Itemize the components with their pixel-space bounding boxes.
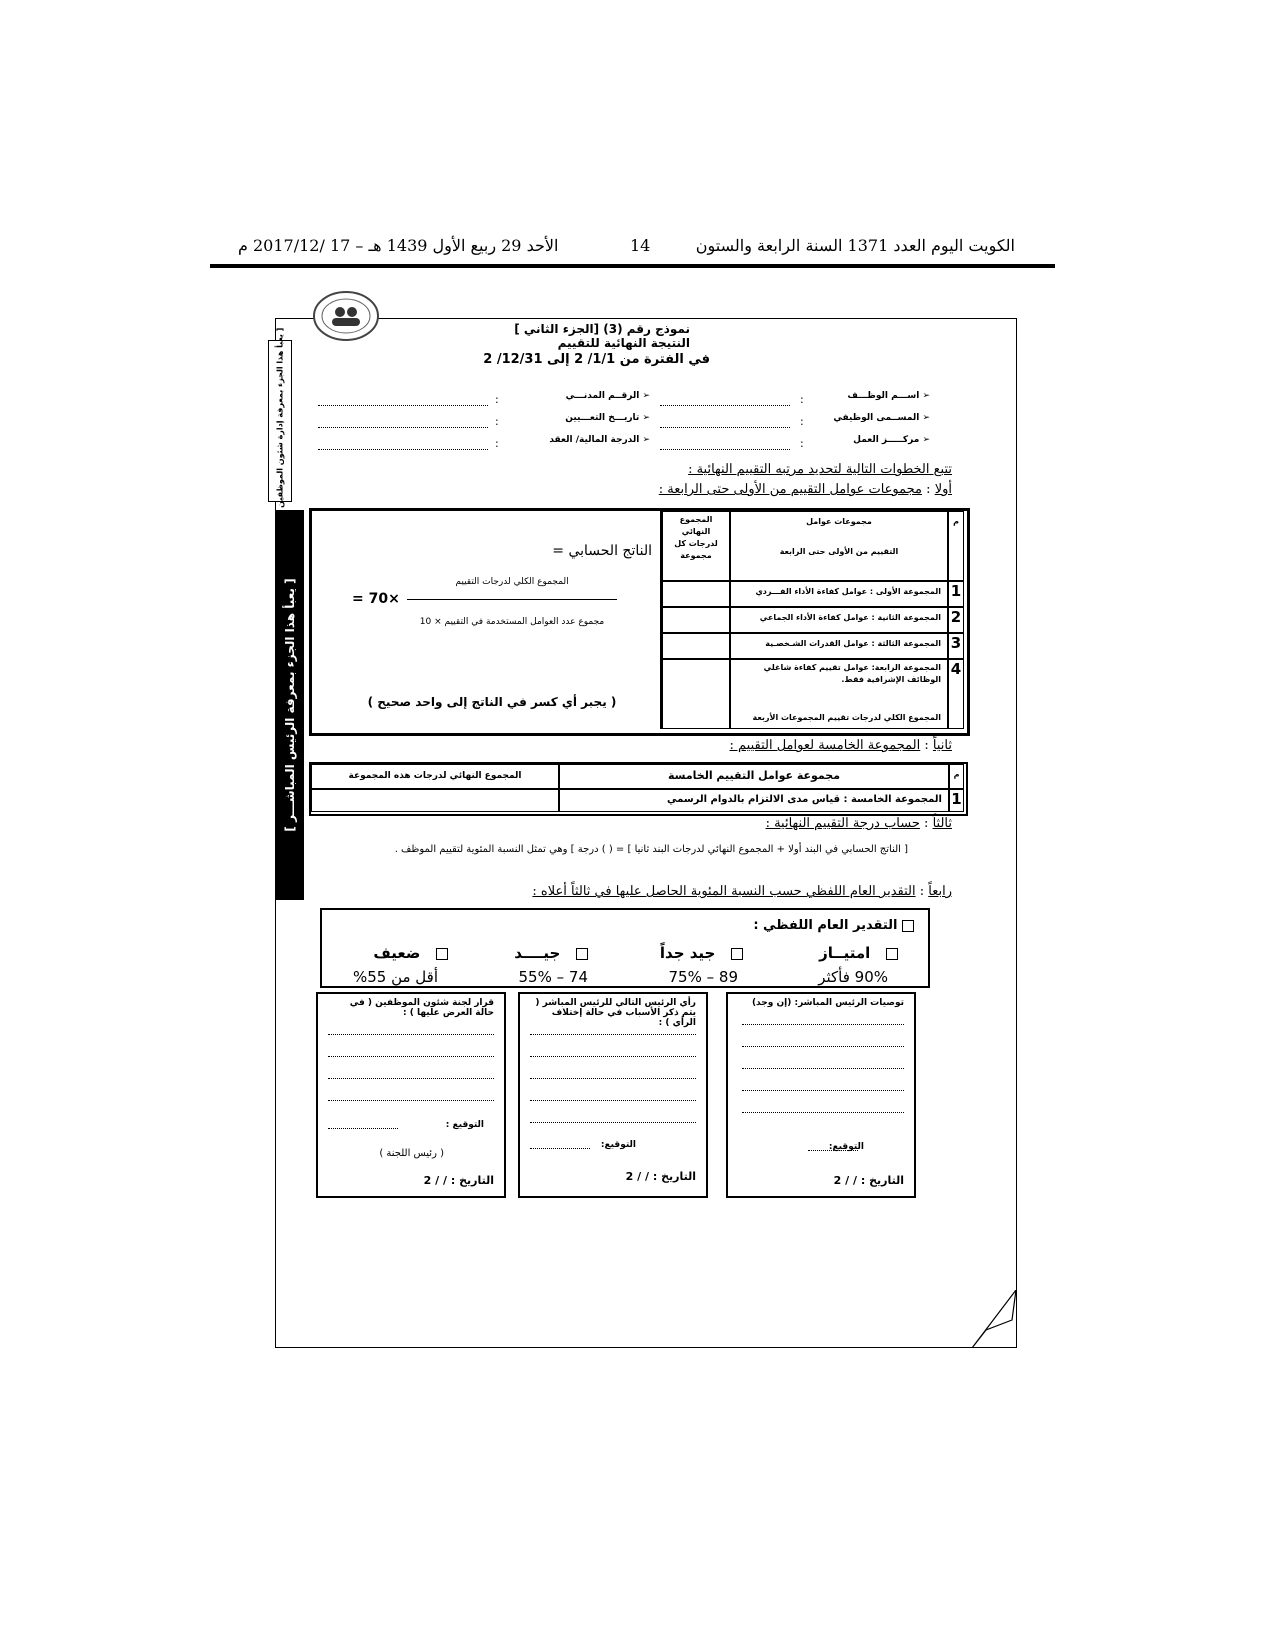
workplace-field[interactable]: [660, 449, 790, 450]
grade-good[interactable]: جيــــد: [514, 944, 588, 962]
total-cell-3[interactable]: [662, 633, 730, 659]
group5-total-header: المجموع النهائي لدرجات هذه المجموعة: [311, 764, 559, 789]
supervisor-recommendations-box: توصيات الرئيس المباشر: (إن وجد) التوقيع: التاريخ : / / 2: [726, 992, 916, 1198]
next-supervisor-opinion-box: رأي الرئيس التالي للرئيس المباشر ( يتم ذكر الأسباب في حالة إختلاف الرأي ) : التوقيع: التاريخ : / / 2: [518, 992, 708, 1198]
signature-label: التوقيع :: [445, 1120, 484, 1130]
label-job-title: ➢ المســمى الوظيفي: [833, 413, 930, 423]
date-label: التاريخ : / / 2: [423, 1174, 494, 1187]
step1-heading: أولا : مجموعات عوامل التقييم من الأولى حتى الرابعة :: [658, 482, 952, 497]
total-row-label: المجموع الكلي لدرجات تقييم المجموعات الأربعة: [752, 713, 941, 722]
committee-head-label: ( رئيس اللجنة ): [379, 1148, 444, 1159]
group5-total-cell[interactable]: [311, 789, 559, 812]
signature-field[interactable]: [808, 1150, 858, 1151]
range-very-good: 89 – 75%: [668, 968, 738, 986]
group-row-4: المجموعة الرابعة: عوامل تقييم كفاءة شاغلي الوظائف الإشرافية فقط. المجموع الكلي لدرجات تقييم المجموعات الأربعة: [730, 659, 948, 729]
steps-intro: تتبع الخطوات التالية لتحديد مرتبه التقييم النهائية :: [688, 462, 952, 477]
checkbox-icon: [886, 948, 898, 960]
groups-header: مجموعات عوامل التقييم من الأولى حتى الرابعة: [730, 511, 948, 581]
side-note-hr: يعبأ هذا الجزء بمعرفة إدارة شئون الموظفين ]: [268, 340, 292, 502]
page-curl-icon: [972, 1290, 1016, 1348]
grade-field[interactable]: [318, 449, 488, 450]
checkbox-icon: [902, 920, 914, 932]
form-period: في الفترة من 1/1/ 2 إلى 12/31/ 2: [483, 352, 710, 367]
step3-heading: ثالثاً : حساب درجة التقييم النهائية :: [765, 816, 952, 831]
formula-denominator: مجموع عدد العوامل المستخدمة في التقييم × 10: [419, 617, 605, 627]
date-label: التاريخ : / / 2: [833, 1174, 904, 1187]
form-subtitle: النتيجة النهائية للتقييم: [557, 336, 690, 350]
range-weak: أقل من 55%: [352, 968, 438, 986]
group5-table: م مجموعة عوامل التقييم الخامسة المجموع النهائي لدرجات هذه المجموعة 1 المجموعة الخامسة : قياس مدى الالتزام بالدوام الرسمي: [309, 762, 968, 816]
group-row-1: المجموعة الأولى : عوامل كفاءة الأداء الفـــردي: [730, 581, 948, 607]
formula-note: ( يجبر أي كسر في الناتج إلى واحد صحيح ): [367, 695, 617, 709]
total-cell-1[interactable]: [662, 581, 730, 607]
range-good: 74 – 55%: [518, 968, 588, 986]
row-num: 1: [948, 581, 964, 607]
group-row-2: المجموعة الثانية : عوامل كفاءة الأداء الجماعي: [730, 607, 948, 633]
formula-factor: = 70×: [352, 591, 400, 607]
grade-weak[interactable]: ضعيف: [373, 944, 448, 962]
name-field[interactable]: [660, 405, 790, 406]
groups-table: م مجموعات عوامل التقييم من الأولى حتى الرابعة المجموع النهائي لدرجات كل مجموعة 1 2 3 4 المجموعة الأولى : عوامل كفاءة الأداء الفـــردي المجموعة الثانية : عوامل كفاءة الأداء الجماعي المجموعة الثالثة : عوامل القدرات الشـخصـية المجموعة الرابعة: عوامل تقييم كفاءة شاغلي الوظائف الإشرافية فقط. المجموع الكلي لدرجات تقييم المجموعات الأربعة الناتج الحسابي = المجموع الكلي لدرجات التقييم = 70× مجموع عدد العوامل المستخدمة في التقييم × 10 ( يجبر أي كسر في الناتج إلى واحد صحيح ): [309, 508, 970, 736]
total-cell-2[interactable]: [662, 607, 730, 633]
group5-row: المجموعة الخامسة : قياس مدى الالتزام بالدوام الرسمي: [559, 789, 949, 812]
header-rule: [210, 264, 1055, 268]
fraction-bar: [407, 599, 617, 600]
civil-id-field[interactable]: [318, 405, 488, 406]
hire-date-field[interactable]: [318, 427, 488, 428]
row-num: 1: [949, 789, 964, 812]
form-title: نموذج رقم (3) [الجزء الثاني ]: [514, 322, 690, 336]
signature-label: التوقيع:: [600, 1140, 636, 1150]
step4-heading: رابعاً : التقدير العام اللفظي حسب النسبة المئوية الحاصل عليها في ثالثاً أعلاه :: [532, 884, 952, 899]
rating-box: [320, 908, 930, 988]
page-number: 14: [630, 236, 651, 255]
row-num: 2: [948, 607, 964, 633]
step3-body: [ الناتج الحسابي في البند أولا + المجموع النهائي لدرجات البند ثانيا ] = ( ) درجة ] وهي تمثل النسبة المئوية لتقييم الموظف .: [394, 844, 908, 855]
group5-header: مجموعة عوامل التقييم الخامسة: [559, 764, 949, 789]
signature-field[interactable]: [328, 1128, 398, 1129]
committee-decision-box: قرار لجنة شئون الموظفين ( في حالة العرض عليها ) : التوقيع : ( رئيس اللجنة ) التاريخ : / / 2: [316, 992, 506, 1198]
signature-label: التوقيع:: [828, 1142, 864, 1152]
label-grade: ➢ الدرجة المالية/ العقد: [549, 435, 650, 445]
signature-field[interactable]: [530, 1148, 590, 1149]
checkbox-icon: [731, 948, 743, 960]
row-num: 3: [948, 633, 964, 659]
publication-info: الكويت اليوم العدد 1371 السنة الرابعة والستون: [695, 236, 1015, 255]
date-label: التاريخ : / / 2: [625, 1170, 696, 1183]
checkbox-icon: [576, 948, 588, 960]
label-workplace: ➢ مركـــــز العمل: [853, 435, 930, 445]
grade-excellent[interactable]: امتيــاز: [819, 944, 898, 962]
formula-numerator: المجموع الكلي لدرجات التقييم: [455, 577, 569, 587]
range-excellent: 90% فأكثر: [818, 968, 888, 986]
step2-heading: ثانياً : المجموعة الخامسة لعوامل التقييم :: [729, 738, 952, 753]
side-note-supervisor: [ يعبأ هذا الجزء بمعرفة الرئيس المباشـــر ]: [276, 510, 304, 900]
job-title-field[interactable]: [660, 427, 790, 428]
rating-title: التقدير العام اللفظي :: [753, 918, 914, 933]
group-row-3: المجموعة الثالثة : عوامل القدرات الشـخصـية: [730, 633, 948, 659]
total-header: المجموع النهائي لدرجات كل مجموعة: [662, 511, 730, 581]
label-name: ➢ اســـم الوظـــف: [847, 391, 930, 401]
row-num: 4: [948, 659, 964, 729]
grade-very-good[interactable]: جيد جداً: [660, 944, 743, 962]
formula-label: الناتج الحسابي =: [552, 543, 652, 559]
label-hire-date: ➢ تاريـــخ التعـــيين: [565, 413, 650, 423]
emblem-logo: [312, 290, 380, 342]
total-cell-4[interactable]: [662, 659, 730, 729]
header-date: الأحد 29 ربيع الأول 1439 هـ – 17 /2017/12 م: [238, 236, 559, 255]
label-civil-id: ➢ الرقــم المدنـــي: [565, 391, 650, 401]
checkbox-icon: [436, 948, 448, 960]
